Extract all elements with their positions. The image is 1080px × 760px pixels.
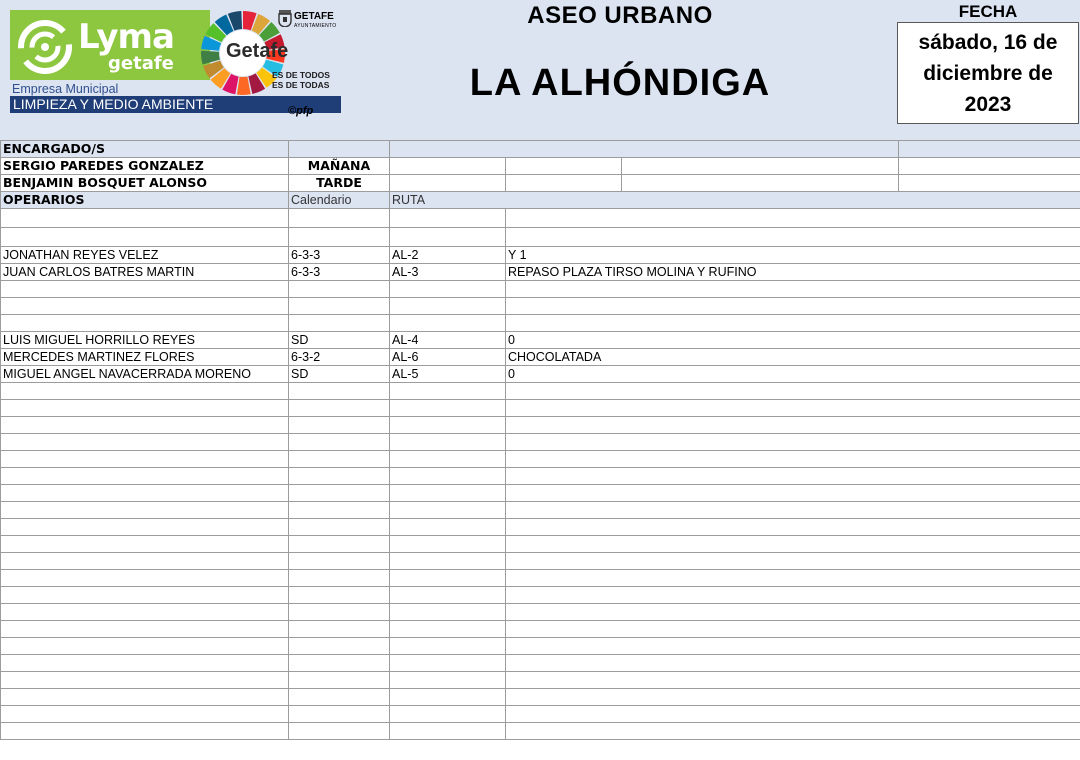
- operario-observaciones: [506, 228, 1080, 247]
- operario-observaciones: [506, 383, 1080, 400]
- operario-name: [1, 315, 289, 332]
- ayuntamiento-subtitle: AYUNTAMIENTO: [294, 23, 337, 29]
- operario-observaciones: [506, 502, 1080, 519]
- operario-name: MERCEDES MARTINEZ FLORES: [1, 349, 289, 366]
- operarios-header-row: [1, 192, 1080, 209]
- operario-row: [1, 638, 1080, 655]
- slogan-line-1: ES DE TODOS: [272, 70, 330, 80]
- lyma-logo: [10, 10, 210, 80]
- operario-ruta: [390, 228, 506, 247]
- operario-observaciones: 0: [506, 366, 1080, 383]
- operario-observaciones: [506, 587, 1080, 604]
- operario-name: [1, 621, 289, 638]
- operario-calendario: [289, 434, 390, 451]
- grid-cell: [390, 141, 899, 158]
- operario-calendario: [289, 706, 390, 723]
- assignment-grid: [0, 140, 1080, 740]
- operario-calendario: [289, 519, 390, 536]
- operario-observaciones: [506, 400, 1080, 417]
- encargado-name: BENJAMIN BOSQUET ALONSO: [1, 175, 289, 192]
- operario-observaciones: [506, 689, 1080, 706]
- operario-calendario: [289, 485, 390, 502]
- operario-row: [1, 383, 1080, 400]
- slogan-line-2: ES DE TODAS: [272, 80, 330, 90]
- operario-ruta: [390, 502, 506, 519]
- operario-ruta: [390, 451, 506, 468]
- operario-calendario: [289, 468, 390, 485]
- fecha-label: FECHA: [958, 2, 1018, 21]
- operario-name: [1, 281, 289, 298]
- operario-name: [1, 536, 289, 553]
- operario-name: MIGUEL ANGEL NAVACERRADA MORENO: [1, 366, 289, 383]
- operario-name: [1, 298, 289, 315]
- sheet-subtitle: LA ALHÓNDIGA: [469, 62, 771, 104]
- operario-calendario: 6-3-3: [289, 264, 390, 281]
- operario-calendario: [289, 228, 390, 247]
- encargado-row: [1, 175, 1080, 192]
- operario-row: [1, 451, 1080, 468]
- operario-ruta: [390, 400, 506, 417]
- operario-name: [1, 604, 289, 621]
- operarios-header: OPERARIOS: [1, 192, 289, 209]
- operario-row: [1, 209, 1080, 228]
- lyma-brand-text: Lyma: [78, 17, 174, 57]
- operario-observaciones: [506, 434, 1080, 451]
- lyma-swirl-icon: [16, 18, 74, 76]
- operario-calendario: [289, 587, 390, 604]
- operario-calendario: [289, 281, 390, 298]
- operario-ruta: [390, 519, 506, 536]
- operario-row: [1, 434, 1080, 451]
- operario-ruta: [390, 485, 506, 502]
- operario-row: [1, 264, 1080, 281]
- operario-name: [1, 417, 289, 434]
- operario-calendario: 6-3-3: [289, 247, 390, 264]
- grid-cell: [622, 175, 899, 192]
- operario-observaciones: [506, 655, 1080, 672]
- operario-observaciones: [506, 209, 1080, 228]
- operario-row: [1, 485, 1080, 502]
- operario-observaciones: [506, 519, 1080, 536]
- operario-calendario: [289, 553, 390, 570]
- operario-row: [1, 468, 1080, 485]
- operario-name: [1, 400, 289, 417]
- encargado-turno: MAÑANA: [289, 158, 390, 175]
- getafe-wordmark: Getafe: [226, 40, 289, 62]
- operario-name: [1, 485, 289, 502]
- encargado-name: SERGIO PAREDES GONZALEZ: [1, 158, 289, 175]
- operario-row: [1, 400, 1080, 417]
- operario-row: [1, 247, 1080, 264]
- operario-observaciones: [506, 723, 1080, 740]
- operario-name: [1, 434, 289, 451]
- operario-observaciones: [506, 570, 1080, 587]
- operario-observaciones: [506, 638, 1080, 655]
- operario-name: [1, 723, 289, 740]
- operario-row: [1, 621, 1080, 638]
- encargado-row: [1, 158, 1080, 175]
- fecha-box: [897, 22, 1079, 124]
- operario-row: [1, 228, 1080, 247]
- operario-row: [1, 315, 1080, 332]
- sheet-title: ASEO URBANO: [527, 2, 713, 29]
- operario-ruta: [390, 706, 506, 723]
- grid-cell: [506, 158, 622, 175]
- operario-calendario: [289, 655, 390, 672]
- operario-ruta: AL-3: [390, 264, 506, 281]
- operario-calendario: [289, 536, 390, 553]
- grid-cell: [622, 158, 899, 175]
- operario-calendario: [289, 621, 390, 638]
- operario-calendario: [289, 570, 390, 587]
- operario-name: [1, 451, 289, 468]
- operario-ruta: [390, 298, 506, 315]
- fecha-value: sábado, 16 de diciembre de 2023: [918, 30, 1058, 116]
- operario-name: [1, 638, 289, 655]
- operario-row: [1, 417, 1080, 434]
- operario-row: [1, 723, 1080, 740]
- operario-name: [1, 655, 289, 672]
- operario-name: [1, 570, 289, 587]
- slogan: [272, 70, 330, 90]
- operario-ruta: [390, 315, 506, 332]
- operario-observaciones: [506, 536, 1080, 553]
- operario-row: [1, 298, 1080, 315]
- operario-row: [1, 672, 1080, 689]
- operario-ruta: AL-4: [390, 332, 506, 349]
- tagline-bar: LIMPIEZA Y MEDIO AMBIENTE: [10, 96, 341, 113]
- operario-ruta: AL-5: [390, 366, 506, 383]
- operario-row: [1, 587, 1080, 604]
- operario-ruta: [390, 672, 506, 689]
- operario-calendario: [289, 638, 390, 655]
- encargados-header-row: [1, 141, 1080, 158]
- operario-row: [1, 570, 1080, 587]
- operario-calendario: [289, 451, 390, 468]
- operario-name: [1, 228, 289, 247]
- operario-observaciones: [506, 604, 1080, 621]
- operario-ruta: [390, 553, 506, 570]
- operario-row: [1, 281, 1080, 298]
- operario-row: [1, 536, 1080, 553]
- grid-cell: [899, 158, 1080, 175]
- operario-observaciones: Y 1: [506, 247, 1080, 264]
- operario-observaciones: [506, 298, 1080, 315]
- operario-name: LUIS MIGUEL HORRILLO REYES: [1, 332, 289, 349]
- operario-calendario: [289, 723, 390, 740]
- operario-calendario: [289, 502, 390, 519]
- operario-ruta: [390, 536, 506, 553]
- calendario-header: Calendario: [289, 192, 390, 209]
- operario-ruta: [390, 209, 506, 228]
- encargado-turno: TARDE: [289, 175, 390, 192]
- operario-name: [1, 553, 289, 570]
- operario-row: [1, 604, 1080, 621]
- operario-calendario: [289, 209, 390, 228]
- operario-ruta: [390, 281, 506, 298]
- operario-ruta: [390, 468, 506, 485]
- ayuntamiento-name: GETAFE: [294, 11, 334, 22]
- operario-observaciones: [506, 417, 1080, 434]
- empresa-label: Empresa Municipal: [12, 82, 119, 96]
- operario-ruta: AL-2: [390, 247, 506, 264]
- operario-calendario: SD: [289, 332, 390, 349]
- operario-observaciones: [506, 485, 1080, 502]
- copyright-mark: ©pfp: [288, 105, 314, 117]
- grid-cell: [390, 158, 506, 175]
- operario-row: [1, 349, 1080, 366]
- operario-observaciones: [506, 672, 1080, 689]
- ruta-header: RUTA: [390, 192, 1080, 209]
- logo-block: [10, 10, 345, 122]
- operario-row: [1, 706, 1080, 723]
- operario-ruta: AL-6: [390, 349, 506, 366]
- sdg-wheel-segment: [237, 77, 251, 95]
- operario-ruta: [390, 383, 506, 400]
- operario-calendario: [289, 672, 390, 689]
- operario-name: [1, 587, 289, 604]
- operario-observaciones: CHOCOLATADA: [506, 349, 1080, 366]
- operario-calendario: SD: [289, 366, 390, 383]
- operario-name: [1, 706, 289, 723]
- operario-name: [1, 502, 289, 519]
- operario-ruta: [390, 434, 506, 451]
- operario-calendario: [289, 383, 390, 400]
- operario-calendario: [289, 298, 390, 315]
- operario-ruta: [390, 570, 506, 587]
- grid-cell: [506, 175, 622, 192]
- operario-name: JUAN CARLOS BATRES MARTIN: [1, 264, 289, 281]
- operario-name: [1, 468, 289, 485]
- encargados-header: ENCARGADO/S: [1, 141, 289, 158]
- operario-observaciones: [506, 281, 1080, 298]
- operario-observaciones: [506, 451, 1080, 468]
- operario-observaciones: [506, 553, 1080, 570]
- operario-calendario: [289, 689, 390, 706]
- operario-calendario: 6-3-2: [289, 349, 390, 366]
- grid-cell: [390, 175, 506, 192]
- operario-row: [1, 553, 1080, 570]
- grid-cell: [289, 141, 390, 158]
- operario-name: [1, 689, 289, 706]
- operario-ruta: [390, 587, 506, 604]
- operario-observaciones: REPASO PLAZA TIRSO MOLINA Y RUFINO: [506, 264, 1080, 281]
- operario-calendario: [289, 417, 390, 434]
- operario-name: [1, 209, 289, 228]
- sheet-header: [0, 0, 1080, 141]
- operario-row: [1, 519, 1080, 536]
- operario-observaciones: 0: [506, 332, 1080, 349]
- operario-name: [1, 672, 289, 689]
- operario-ruta: [390, 655, 506, 672]
- operario-name: [1, 383, 289, 400]
- operario-row: [1, 332, 1080, 349]
- operario-observaciones: [506, 706, 1080, 723]
- operario-ruta: [390, 723, 506, 740]
- operario-row: [1, 689, 1080, 706]
- operario-ruta: [390, 638, 506, 655]
- operario-observaciones: [506, 468, 1080, 485]
- operario-ruta: [390, 689, 506, 706]
- operario-calendario: [289, 400, 390, 417]
- lyma-brand-sub: getafe: [108, 53, 174, 74]
- operario-ruta: [390, 604, 506, 621]
- grid-cell: [899, 175, 1080, 192]
- operario-name: [1, 519, 289, 536]
- city-crest-icon: [278, 10, 292, 27]
- operario-ruta: [390, 417, 506, 434]
- operario-row: [1, 502, 1080, 519]
- operario-row: [1, 366, 1080, 383]
- grid-cell: [899, 141, 1080, 158]
- operario-calendario: [289, 604, 390, 621]
- operario-row: [1, 655, 1080, 672]
- operario-calendario: [289, 315, 390, 332]
- operario-ruta: [390, 621, 506, 638]
- operario-observaciones: [506, 621, 1080, 638]
- operario-observaciones: [506, 315, 1080, 332]
- operario-name: JONATHAN REYES VELEZ: [1, 247, 289, 264]
